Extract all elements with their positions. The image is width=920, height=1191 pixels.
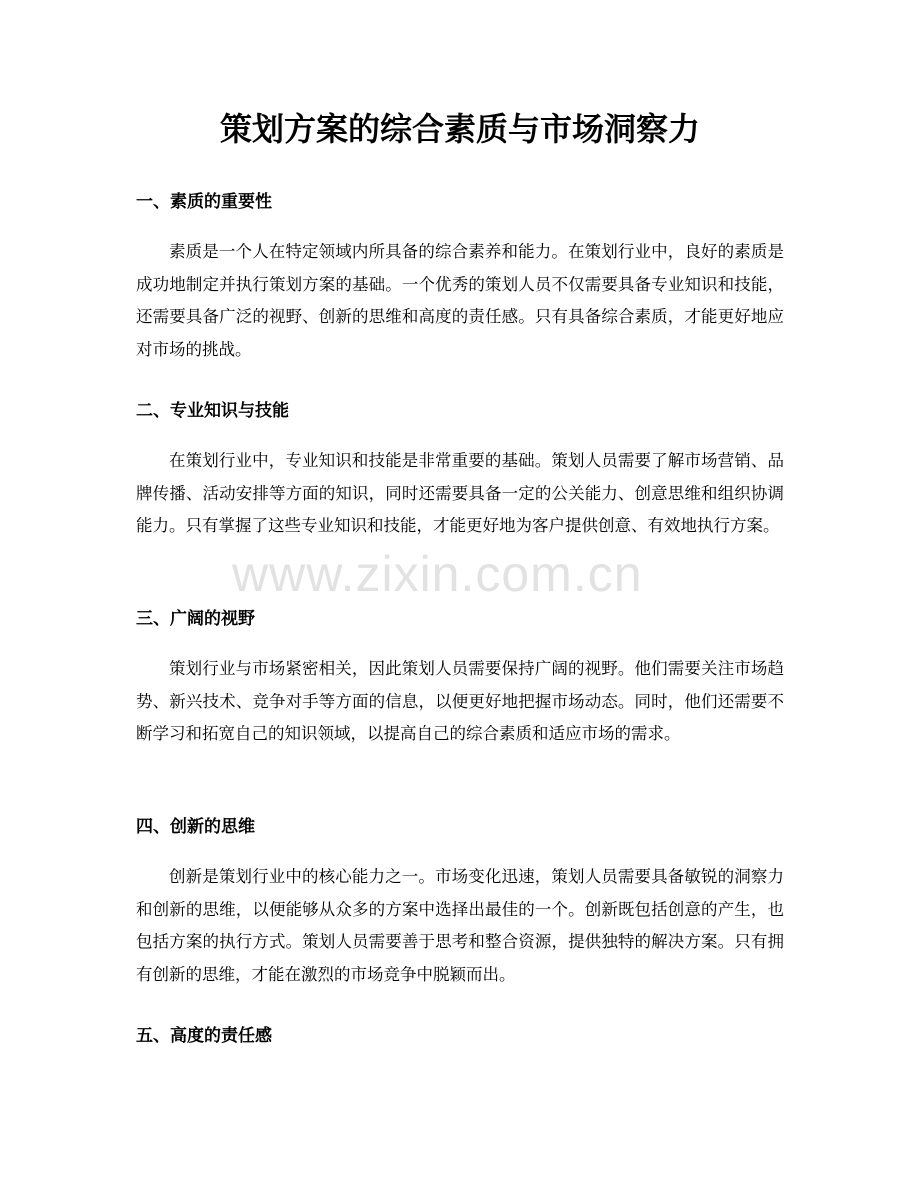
section-paragraph-2: 在策划行业中，专业知识和技能是非常重要的基础。策划人员需要了解市场营销、品牌传播、活动安排等方面的知识，同时还需要具备一定的公关能力、创意思维和组织协调能力。只有掌握了这些专业知识和技能，才能更好地为客户提供创意、有效地执行方案。 <box>136 451 784 535</box>
section-heading-5: 五、高度的责任感 <box>136 1026 272 1046</box>
section-heading-3: 三、广阔的视野 <box>136 609 255 629</box>
section-heading-4: 四、创新的思维 <box>136 817 255 837</box>
section-heading-2: 二、专业知识与技能 <box>136 401 289 421</box>
document-title: 策划方案的综合素质与市场洞察力 <box>219 110 700 148</box>
section-paragraph-4: 创新是策划行业中的核心能力之一。市场变化迅速，策划人员需要具备敏锐的洞察力和创新的思维，以便能够从众多的方案中选择出最佳的一个。创新既包括创意的产生，也包括方案的执行方式。策划人员需要善于思考和整合资源，提供独特的解决方案。只有拥有创新的思维，才能在激烈的市场竞争中脱颖而出。 <box>136 867 784 984</box>
section-paragraph-1: 素质是一个人在特定领域内所具备的综合素养和能力。在策划行业中，良好的素质是成功地制定并执行策划方案的基础。一个优秀的策划人员不仅需要具备专业知识和技能，还需要具备广泛的视野、创新的思维和高度的责任感。只有具备综合素质，才能更好地应对市场的挑战。 <box>136 242 784 359</box>
watermark-text: www.zixin.com.cn <box>232 546 643 602</box>
section-paragraph-3: 策划行业与市场紧密相关，因此策划人员需要保持广阔的视野。他们需要关注市场趋势、新兴技术、竞争对手等方面的信息，以便更好地把握市场动态。同时，他们还需要不断学习和拓宽自己的知识领域，以提高自己的综合素质和适应市场的需求。 <box>136 659 784 743</box>
section-heading-1: 一、素质的重要性 <box>136 192 272 212</box>
